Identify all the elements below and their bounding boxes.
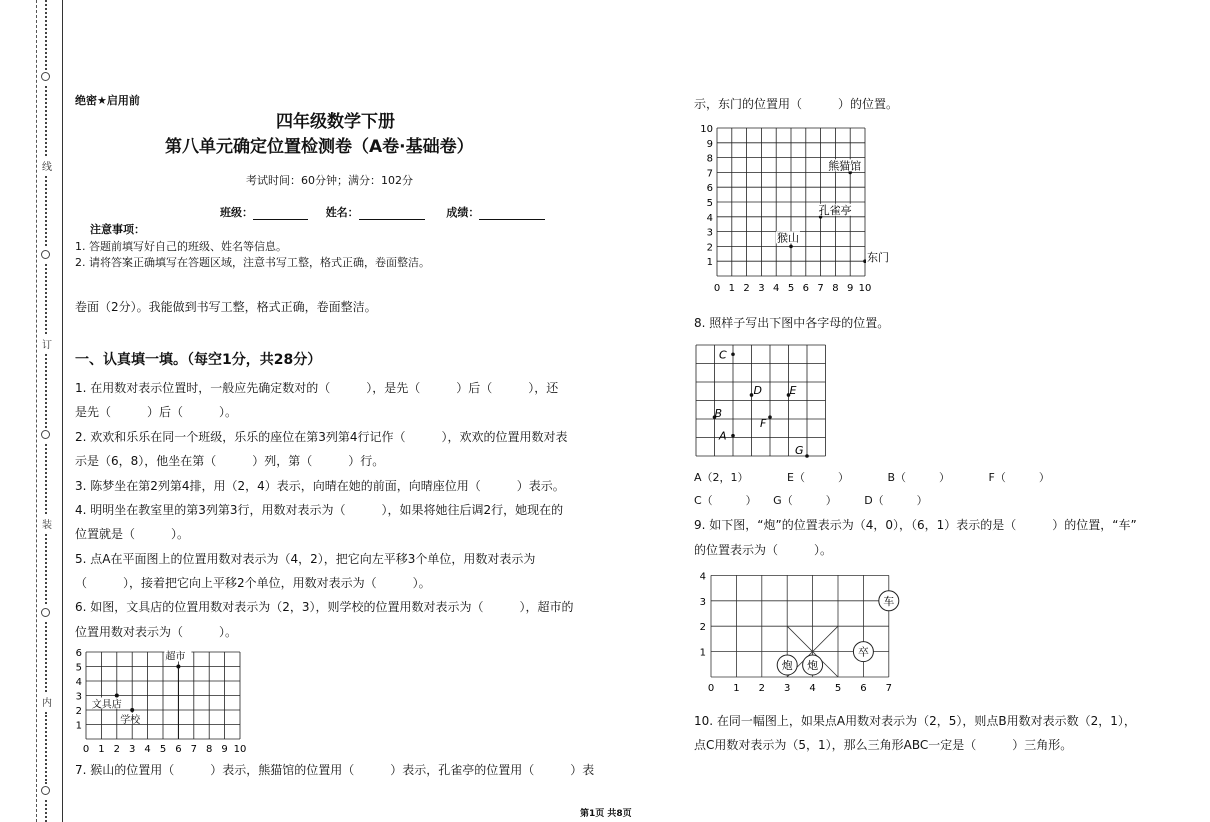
binding-dots [45, 354, 48, 428]
y-tick-label: 6 [706, 183, 713, 195]
pao1-piece-label: 炮 [781, 659, 793, 672]
letter-label: A [719, 429, 727, 443]
q9-line-b: 的位置表示为（ ）。 [694, 543, 833, 557]
name-field[interactable] [359, 207, 425, 220]
x-tick-label: 6 [802, 283, 809, 294]
letter-point [731, 352, 735, 356]
binding-circle [41, 786, 50, 795]
binding-circle [41, 250, 50, 259]
q10-line-a: 10. 在同一幅图上，如果点A用数对表示为（2，5），则点B用数对表示数（2，1）， [694, 714, 1136, 728]
map-point [130, 708, 134, 712]
binding-dots [45, 534, 48, 604]
wenju-label: 文具店 [91, 699, 122, 711]
x-tick-label: 1 [733, 683, 740, 694]
q6-line-a: 6. 如图，文具店的位置用数对表示为（2，3），则学校的位置用数对表示为（ ），超市的 [75, 600, 574, 614]
y-tick-label: 10 [700, 124, 713, 135]
q2-line-b: 示是（6，8），他坐在第（ ）列，第（ ）行。 [75, 454, 385, 468]
y-tick-label: 3 [76, 691, 82, 703]
letter-point [805, 454, 809, 458]
class-field[interactable] [253, 207, 308, 220]
binding-char-nei: 内 [42, 698, 52, 709]
binding-dots [45, 176, 48, 246]
y-tick-label: 7 [706, 168, 713, 180]
x-tick-label: 2 [113, 744, 120, 755]
letter-label: D [753, 383, 762, 397]
x-tick-label: 5 [834, 683, 842, 694]
letter-label: B [714, 407, 723, 421]
binding-dots [45, 712, 48, 784]
student-info-row [220, 204, 545, 220]
letter-label: F [760, 417, 767, 431]
binding-char-xian: 线 [42, 162, 52, 173]
q10-line-b: 点C用数对表示为（5，1），那么三角形ABC一定是（ ）三角形。 [694, 738, 1073, 752]
note-1: 1. 答题前填写好自己的班级、姓名等信息。 [75, 240, 287, 253]
binding-dots [45, 800, 48, 822]
x-tick-label: 7 [190, 744, 197, 755]
y-tick-label: 1 [76, 720, 82, 732]
class-label: 班级： [220, 206, 253, 219]
x-tick-label: 5 [787, 283, 795, 294]
map-point [176, 665, 180, 669]
binding-char-zhuang: 装 [42, 520, 52, 531]
y-tick-label: 1 [699, 647, 706, 659]
q7-map [698, 124, 898, 300]
y-tick-label: 2 [76, 706, 82, 717]
houshan-label: 猴山 [777, 231, 799, 245]
title-line-2: 第八单元确定位置检测卷（A卷·基础卷） [165, 137, 474, 157]
q4-line-b: 位置就是（ ）。 [75, 527, 190, 541]
score-label: 成绩： [446, 206, 480, 219]
binding-circle [41, 72, 50, 81]
y-tick-label: 4 [76, 677, 82, 688]
x-tick-label: 1 [728, 283, 735, 294]
x-tick-label: 2 [758, 683, 765, 694]
q8-answers-2: C（ ） G（ ） D（ ） [694, 494, 928, 507]
x-tick-label: 3 [129, 744, 136, 755]
q5-line-a: 5. 点A在平面图上的位置用数对表示为（4，2），把它向左平移3个单位，用数对表示为 [75, 552, 536, 566]
kongque-label: 孔雀亭 [818, 203, 852, 217]
binding-dots [45, 622, 48, 692]
x-tick-label: 6 [860, 683, 867, 694]
name-label: 姓名： [325, 206, 359, 219]
secret-label: 绝密★启用前 [75, 94, 140, 107]
letter-label: G [795, 444, 804, 457]
binding-margin [36, 0, 64, 822]
q7-line-a: 7. 猴山的位置用（ ）表示，熊猫馆的位置用（ ）表示，孔雀亭的位置用（ ）表 [75, 763, 595, 777]
neatness-note: 卷面（2分）。我能做到书写工整，格式正确，卷面整洁。 [75, 300, 377, 314]
binding-dots [45, 0, 48, 70]
q7-line-b: 示，东门的位置用（ ）的位置。 [694, 97, 899, 111]
q1-line-b: 是先（ ）后（ ）。 [75, 405, 238, 419]
q8-grid [694, 336, 830, 460]
q5-line-b: （ ），接着把它向上平移2个单位，用数对表示为（ ）。 [75, 576, 431, 590]
section1-heading: 一、认真填一填。（每空1分，共28分） [75, 352, 322, 368]
y-tick-label: 4 [706, 212, 713, 224]
x-tick-label: 7 [817, 283, 824, 294]
x-tick-label: 3 [758, 283, 765, 294]
binding-line [62, 0, 63, 822]
exam-info: 考试时间：60分钟；满分：102分 [246, 174, 413, 187]
y-tick-label: 8 [706, 153, 713, 165]
map-point [115, 694, 119, 698]
page-footer: 第1页 共8页 [580, 809, 632, 819]
y-tick-label: 5 [706, 198, 713, 209]
xiongmao-label: 熊猫馆 [828, 159, 862, 173]
y-tick-label: 2 [706, 242, 713, 254]
chaoshi-label: 超市 [165, 651, 186, 663]
x-tick-label: 4 [773, 283, 780, 294]
binding-circle [41, 430, 50, 439]
q6-map [76, 644, 256, 756]
letter-point [768, 415, 772, 419]
x-tick-label: 3 [784, 683, 791, 694]
x-tick-label: 8 [206, 744, 213, 755]
q2-line-a: 2. 欢欢和乐乐在同一个班级，乐乐的座位在第3列第4行记作（ ），欢欢的位置用数对表 [75, 430, 568, 444]
y-tick-label: 1 [706, 257, 713, 269]
x-tick-label: 0 [713, 283, 721, 294]
q9-chessboard [694, 568, 904, 696]
y-tick-label: 2 [699, 622, 706, 634]
q4-line-a: 4. 明明坐在教室里的第3列第3行，用数对表示为（ ），如果将她往后调2行，她现在的 [75, 503, 564, 517]
q9-line-a: 9. 如下图，“炮”的位置表示为（4，0），（6，1）表示的是（ ）的位置，“车” [694, 518, 1137, 532]
x-tick-label: 4 [144, 744, 151, 755]
binding-circle [41, 608, 50, 617]
x-tick-label: 7 [885, 683, 892, 694]
letter-point [731, 434, 735, 438]
letter-label: E [789, 383, 797, 397]
binding-dots [45, 444, 48, 514]
y-tick-label: 4 [699, 571, 706, 583]
x-tick-label: 1 [98, 744, 105, 755]
houshan-point [789, 245, 793, 249]
q1-line-a: 1. 在用数对表示位置时，一般应先确定数对的（ ），是先（ ）后（ ），还 [75, 381, 559, 395]
xuexiao-label: 学校 [120, 715, 141, 726]
q8-line: 8. 照样子写出下图中各字母的位置。 [694, 316, 890, 330]
binding-dots [45, 264, 48, 334]
x-tick-label: 0 [707, 683, 715, 694]
pao2-piece-label: 炮 [807, 659, 819, 672]
title-line-1: 四年级数学下册 [276, 112, 395, 132]
x-tick-label: 10 [233, 744, 247, 755]
binding-outer-line [36, 0, 37, 822]
zu-piece-label: 卒 [857, 645, 869, 659]
notes-title: 注意事项： [90, 223, 145, 236]
che-piece-label: 车 [883, 594, 895, 608]
y-tick-label: 9 [706, 138, 713, 150]
dongmen-label: 东门 [867, 251, 889, 265]
x-tick-label: 2 [743, 283, 750, 294]
x-tick-label: 6 [175, 744, 182, 755]
y-tick-label: 6 [76, 648, 82, 659]
note-2: 2. 请将答案正确填写在答题区域，注意书写工整，格式正确，卷面整洁。 [75, 256, 430, 269]
x-tick-label: 9 [847, 283, 854, 294]
q3-line: 3. 陈梦坐在第2列第4排，用（2，4）表示，向晴在她的前面，向晴座位用（ ）表示。 [75, 479, 565, 493]
x-tick-label: 5 [159, 744, 167, 755]
y-tick-label: 3 [706, 227, 713, 239]
binding-char-ding: 订 [42, 340, 52, 351]
q8-answers-1: A（2，1） E（ ） B（ ） F（ ） [694, 471, 1050, 484]
y-tick-label: 3 [699, 596, 706, 608]
x-tick-label: 9 [221, 744, 228, 755]
x-tick-label: 0 [82, 744, 90, 755]
q6-line-b: 位置用数对表示为（ ）。 [75, 625, 238, 639]
letter-label: C [719, 348, 727, 362]
x-tick-label: 4 [809, 683, 816, 694]
x-tick-label: 8 [832, 283, 839, 294]
score-field[interactable] [479, 207, 545, 220]
binding-dots [45, 86, 48, 156]
x-tick-label: 10 [858, 283, 872, 294]
y-tick-label: 5 [76, 662, 82, 674]
